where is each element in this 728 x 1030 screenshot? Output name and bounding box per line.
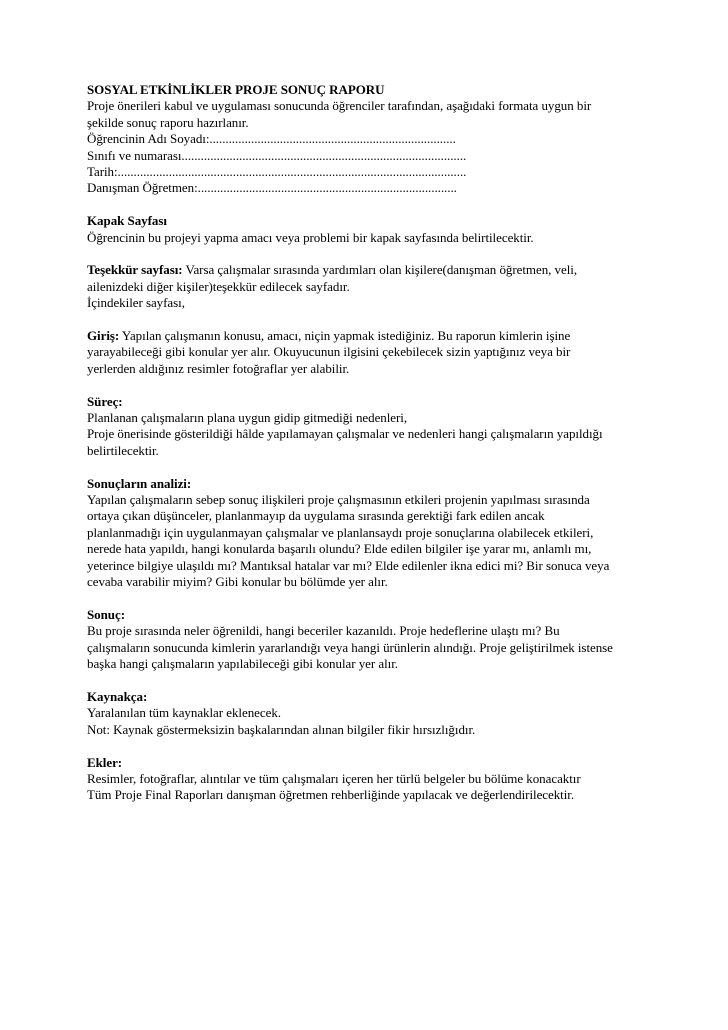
tesekkur-first-line	[87, 262, 707, 278]
analiz-line: planlanmadığı için uygulanmayan çalışmalar ve planlansaydı proje sonuçlarına olabilecek etkileri,	[87, 524, 594, 540]
giris-first-line	[87, 328, 707, 344]
intro-line: şekilde sonuç raporu hazırlanır.	[87, 114, 249, 130]
intro-line: Proje önerileri kabul ve uygulaması sonucunda öğrenciler tarafından, aşağıdaki formata uygun bir	[87, 98, 592, 114]
analiz-line: ortaya çıkan düşünceler, planlanmayıp da uygulama sırasında gerektiği fark edilen ancak	[87, 508, 545, 524]
sonuc-line: çalışmaların sonucunda kimlerin yararlandığı veya hangi ürünlerin alındığı. Proje geliştirilmek istense	[87, 639, 613, 655]
giris-line: yarayabileceği gibi konular yer alır. Okuyucunun ilgisini çekebilecek sizin yaptığınız veya bir	[87, 344, 571, 360]
document-title: SOSYAL ETKİNLİKLER PROJE SONUÇ RAPORU	[87, 82, 385, 97]
kapak-line: Öğrencinin bu projeyi yapma amacı veya problemi bir kapak sayfasında belirtilecektir.	[87, 229, 534, 245]
spacer	[87, 591, 707, 607]
section-heading-analiz: Sonuçların analizi:	[87, 475, 192, 491]
section-heading-kaynakca: Kaynakça:	[87, 688, 148, 704]
section-heading-surec: Süreç:	[87, 393, 123, 409]
spacer	[87, 673, 707, 689]
analiz-line: cevaba varabilir miyim? Gibi konular bu bölümde yer alır.	[87, 574, 388, 590]
section-heading-sonuc: Sonuç:	[87, 606, 125, 622]
analiz-line: Yapılan çalışmaların sebep sonuç ilişkileri proje çalışmasının etkileri projenin yapılması sırasında	[87, 492, 590, 508]
tesekkur-first-line-text: Varsa çalışmalar sırasında yardımları olan kişilere(danışman öğretmen, veli,	[182, 262, 578, 278]
date-field: Tarih:.............................................................................................................	[87, 164, 467, 180]
section-heading-tesekkur: Teşekkür sayfası:	[87, 262, 183, 278]
tesekkur-line: ailenizdeki diğer kişiler)teşekkür edilecek sayfadır.	[87, 278, 350, 294]
advisor-field: Danışman Öğretmen:.................................................................................	[87, 180, 457, 196]
spacer	[87, 377, 707, 393]
spacer	[87, 459, 707, 475]
ekler-line: Resimler, fotoğraflar, alıntılar ve tüm çalışmaları içeren her türlü belgeler bu bölüme konacaktır	[87, 770, 581, 786]
analiz-line: nerede hata yapıldı, hangi konularda başarılı olundu? Elde edilen bilgiler işe yarar mı, anlamlı mı,	[87, 541, 592, 557]
giris-line: yerlerden aldığınız resimler fotoğraflar yer alabilir.	[87, 360, 350, 376]
class-number-field: Sınıfı ve numarası.........................................................................................	[87, 147, 467, 163]
spacer	[87, 312, 707, 328]
document-page	[87, 82, 707, 804]
section-heading-kapak: Kapak Sayfası	[87, 213, 167, 229]
ekler-line: Tüm Proje Final Raporları danışman öğretmen rehberliğinde yapılacak ve değerlendirilecektir.	[87, 787, 575, 803]
surec-line: Planlanan çalışmaların plana uygun gidip gitmediği nedenleri,	[87, 410, 408, 426]
tesekkur-line: İçindekiler sayfası,	[87, 295, 185, 311]
giris-first-line-text: Yapılan çalışmanın konusu, amacı, niçin yapmak istediğiniz. Bu raporun kimlerin işine	[119, 328, 571, 344]
surec-line: Proje önerisinde gösterildiği hâlde yapılamayan çalışmalar ve nedenleri hangi çalışmaların yapıldığı	[87, 426, 603, 442]
analiz-line: yeterince bilgiye ulaşıldı mı? Mantıksal hatalar var mı? Elde edilenler ikna edici mi? Bir sonuca veya	[87, 557, 610, 573]
student-name-field: Öğrencinin Adı Soyadı:.............................................................................	[87, 131, 456, 147]
spacer	[87, 246, 707, 262]
section-heading-ekler: Ekler:	[87, 754, 123, 770]
spacer	[87, 738, 707, 754]
kaynakca-line: Not: Kaynak göstermeksizin başkalarından alınan bilgiler fikir hırsızlığıdır.	[87, 721, 476, 737]
sonuc-line: Bu proje sırasında neler öğrenildi, hangi beceriler kazanıldı. Proje hedeflerine ulaştı mı? Bu	[87, 623, 560, 639]
sonuc-line: başka hangi çalışmaların yapılabileceği gibi konular yer alır.	[87, 656, 398, 672]
section-heading-giris: Giriş:	[87, 328, 120, 344]
surec-line: belirtilecektir.	[87, 442, 159, 458]
spacer	[87, 197, 707, 213]
kaynakca-line: Yaralanılan tüm kaynaklar eklenecek.	[87, 705, 281, 721]
